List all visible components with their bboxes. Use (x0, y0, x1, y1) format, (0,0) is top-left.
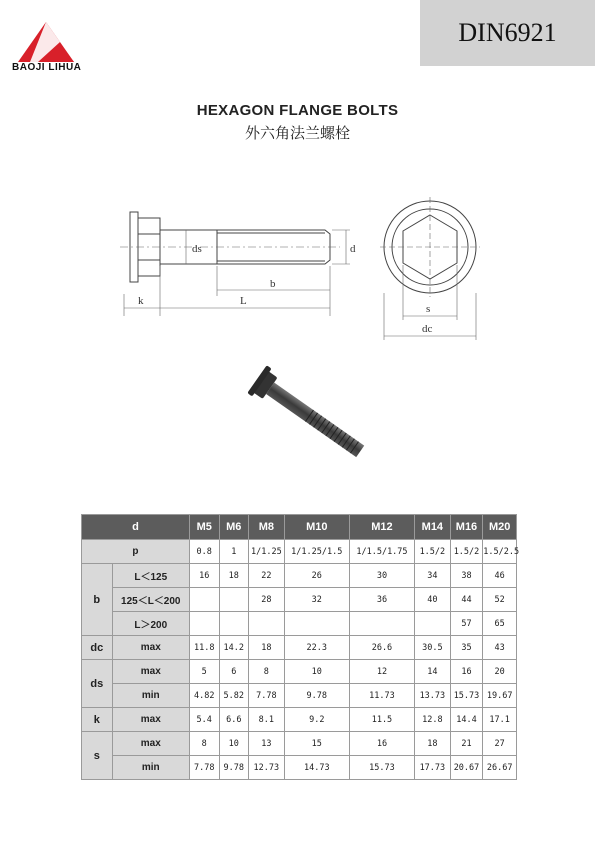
header-size: M5 (189, 515, 219, 540)
cell (189, 588, 219, 612)
header-size: M16 (450, 515, 483, 540)
header-size: M20 (483, 515, 517, 540)
cell: 9.78 (284, 684, 349, 708)
label-d: d (350, 243, 356, 255)
row-condition: max (112, 732, 189, 756)
group-label-k: k (82, 708, 113, 732)
row-condition: L＜125 (112, 564, 189, 588)
cell: 36 (349, 588, 414, 612)
spec-table (81, 514, 520, 780)
cell: 14.4 (450, 708, 483, 732)
header-size: M14 (415, 515, 451, 540)
cell: 8 (249, 660, 285, 684)
cell: 17.73 (415, 756, 451, 780)
table-row (82, 636, 517, 660)
cell: 9.78 (219, 756, 249, 780)
cell: 20 (483, 660, 517, 684)
row-condition: min (112, 756, 189, 780)
label-L: L (240, 295, 247, 307)
cell: 6 (219, 660, 249, 684)
table-row (82, 732, 517, 756)
cell: 1.5/2 (415, 540, 451, 564)
row-condition: max (112, 660, 189, 684)
cell: 22 (249, 564, 285, 588)
cell: 18 (219, 564, 249, 588)
cell: 57 (450, 612, 483, 636)
cell: 1.5/2.5 (483, 540, 517, 564)
cell: 35 (450, 636, 483, 660)
cell: 9.2 (284, 708, 349, 732)
header-size: M8 (249, 515, 285, 540)
cell: 13.73 (415, 684, 451, 708)
header-d: d (82, 515, 190, 540)
title-chinese: 外六角法兰螺栓 (244, 125, 350, 142)
standard-code: DIN6921 (458, 18, 557, 47)
cell: 1/1.5/1.75 (349, 540, 414, 564)
table-row (82, 540, 517, 564)
label-ds: ds (192, 243, 202, 255)
cell: 40 (415, 588, 451, 612)
cell: 20.67 (450, 756, 483, 780)
cell: 30 (349, 564, 414, 588)
cell: 10 (284, 660, 349, 684)
title-english: HEXAGON FLANGE BOLTS (196, 102, 399, 119)
cell: 8 (189, 732, 219, 756)
cell: 11.5 (349, 708, 414, 732)
cell: 10 (219, 732, 249, 756)
row-condition: max (112, 708, 189, 732)
cell: 44 (450, 588, 483, 612)
table-row (82, 588, 517, 612)
table-row (82, 660, 517, 684)
brand-name: BAOJI LIHUA (12, 62, 82, 73)
cell: 15.73 (349, 756, 414, 780)
cell: 46 (483, 564, 517, 588)
header-size: M10 (284, 515, 349, 540)
cell: 7.78 (249, 684, 285, 708)
standard-code-box (420, 0, 595, 66)
bolt-photo (240, 365, 380, 465)
cell: 14.73 (284, 756, 349, 780)
cell (415, 612, 451, 636)
cell: 19.67 (483, 684, 517, 708)
cell: 1/1.25/1.5 (284, 540, 349, 564)
cell: 38 (450, 564, 483, 588)
cell (249, 612, 285, 636)
group-label-b: b (82, 564, 113, 636)
cell: 22.3 (284, 636, 349, 660)
cell: 52 (483, 588, 517, 612)
cell: 30.5 (415, 636, 451, 660)
cell (189, 612, 219, 636)
row-label-p: p (82, 540, 190, 564)
cell: 15 (284, 732, 349, 756)
cell: 17.1 (483, 708, 517, 732)
cell: 26 (284, 564, 349, 588)
cell: 16 (450, 660, 483, 684)
label-s: s (426, 303, 431, 315)
cell: 26.67 (483, 756, 517, 780)
cell: 5.4 (189, 708, 219, 732)
cell: 14.2 (219, 636, 249, 660)
cell (284, 612, 349, 636)
header-size: M6 (219, 515, 249, 540)
row-condition: min (112, 684, 189, 708)
header-size: M12 (349, 515, 414, 540)
cell: 4.82 (189, 684, 219, 708)
cell: 43 (483, 636, 517, 660)
label-dc: dc (422, 323, 433, 335)
technical-drawing (110, 190, 490, 350)
cell: 65 (483, 612, 517, 636)
cell: 32 (284, 588, 349, 612)
label-b: b (270, 278, 276, 290)
row-condition: 125＜L＜200 (112, 588, 189, 612)
cell: 1/1.25 (249, 540, 285, 564)
table-row (82, 756, 517, 780)
cell: 14 (415, 660, 451, 684)
table-row (82, 612, 517, 636)
cell: 16 (189, 564, 219, 588)
cell: 16 (349, 732, 414, 756)
cell: 12.73 (249, 756, 285, 780)
table-row (82, 684, 517, 708)
label-k: k (138, 295, 144, 307)
cell: 21 (450, 732, 483, 756)
cell: 8.1 (249, 708, 285, 732)
group-label-dc: dc (82, 636, 113, 660)
cell: 5 (189, 660, 219, 684)
row-condition: L＞200 (112, 612, 189, 636)
group-label-ds: ds (82, 660, 113, 708)
table-row (82, 564, 517, 588)
cell (219, 588, 249, 612)
cell: 27 (483, 732, 517, 756)
cell: 18 (415, 732, 451, 756)
cell: 13 (249, 732, 285, 756)
table-row (82, 708, 517, 732)
group-label-s: s (82, 732, 113, 780)
cell: 18 (249, 636, 285, 660)
cell (349, 612, 414, 636)
cell: 11.73 (349, 684, 414, 708)
row-condition: max (112, 636, 189, 660)
table-header-row (82, 515, 517, 540)
cell (219, 612, 249, 636)
cell: 12 (349, 660, 414, 684)
cell: 11.8 (189, 636, 219, 660)
cell: 5.82 (219, 684, 249, 708)
cell: 34 (415, 564, 451, 588)
cell: 1 (219, 540, 249, 564)
cell: 28 (249, 588, 285, 612)
cell: 7.78 (189, 756, 219, 780)
cell: 12.8 (415, 708, 451, 732)
cell: 6.6 (219, 708, 249, 732)
cell: 26.6 (349, 636, 414, 660)
cell: 15.73 (450, 684, 483, 708)
cell: 0.8 (189, 540, 219, 564)
cell: 1.5/2 (450, 540, 483, 564)
